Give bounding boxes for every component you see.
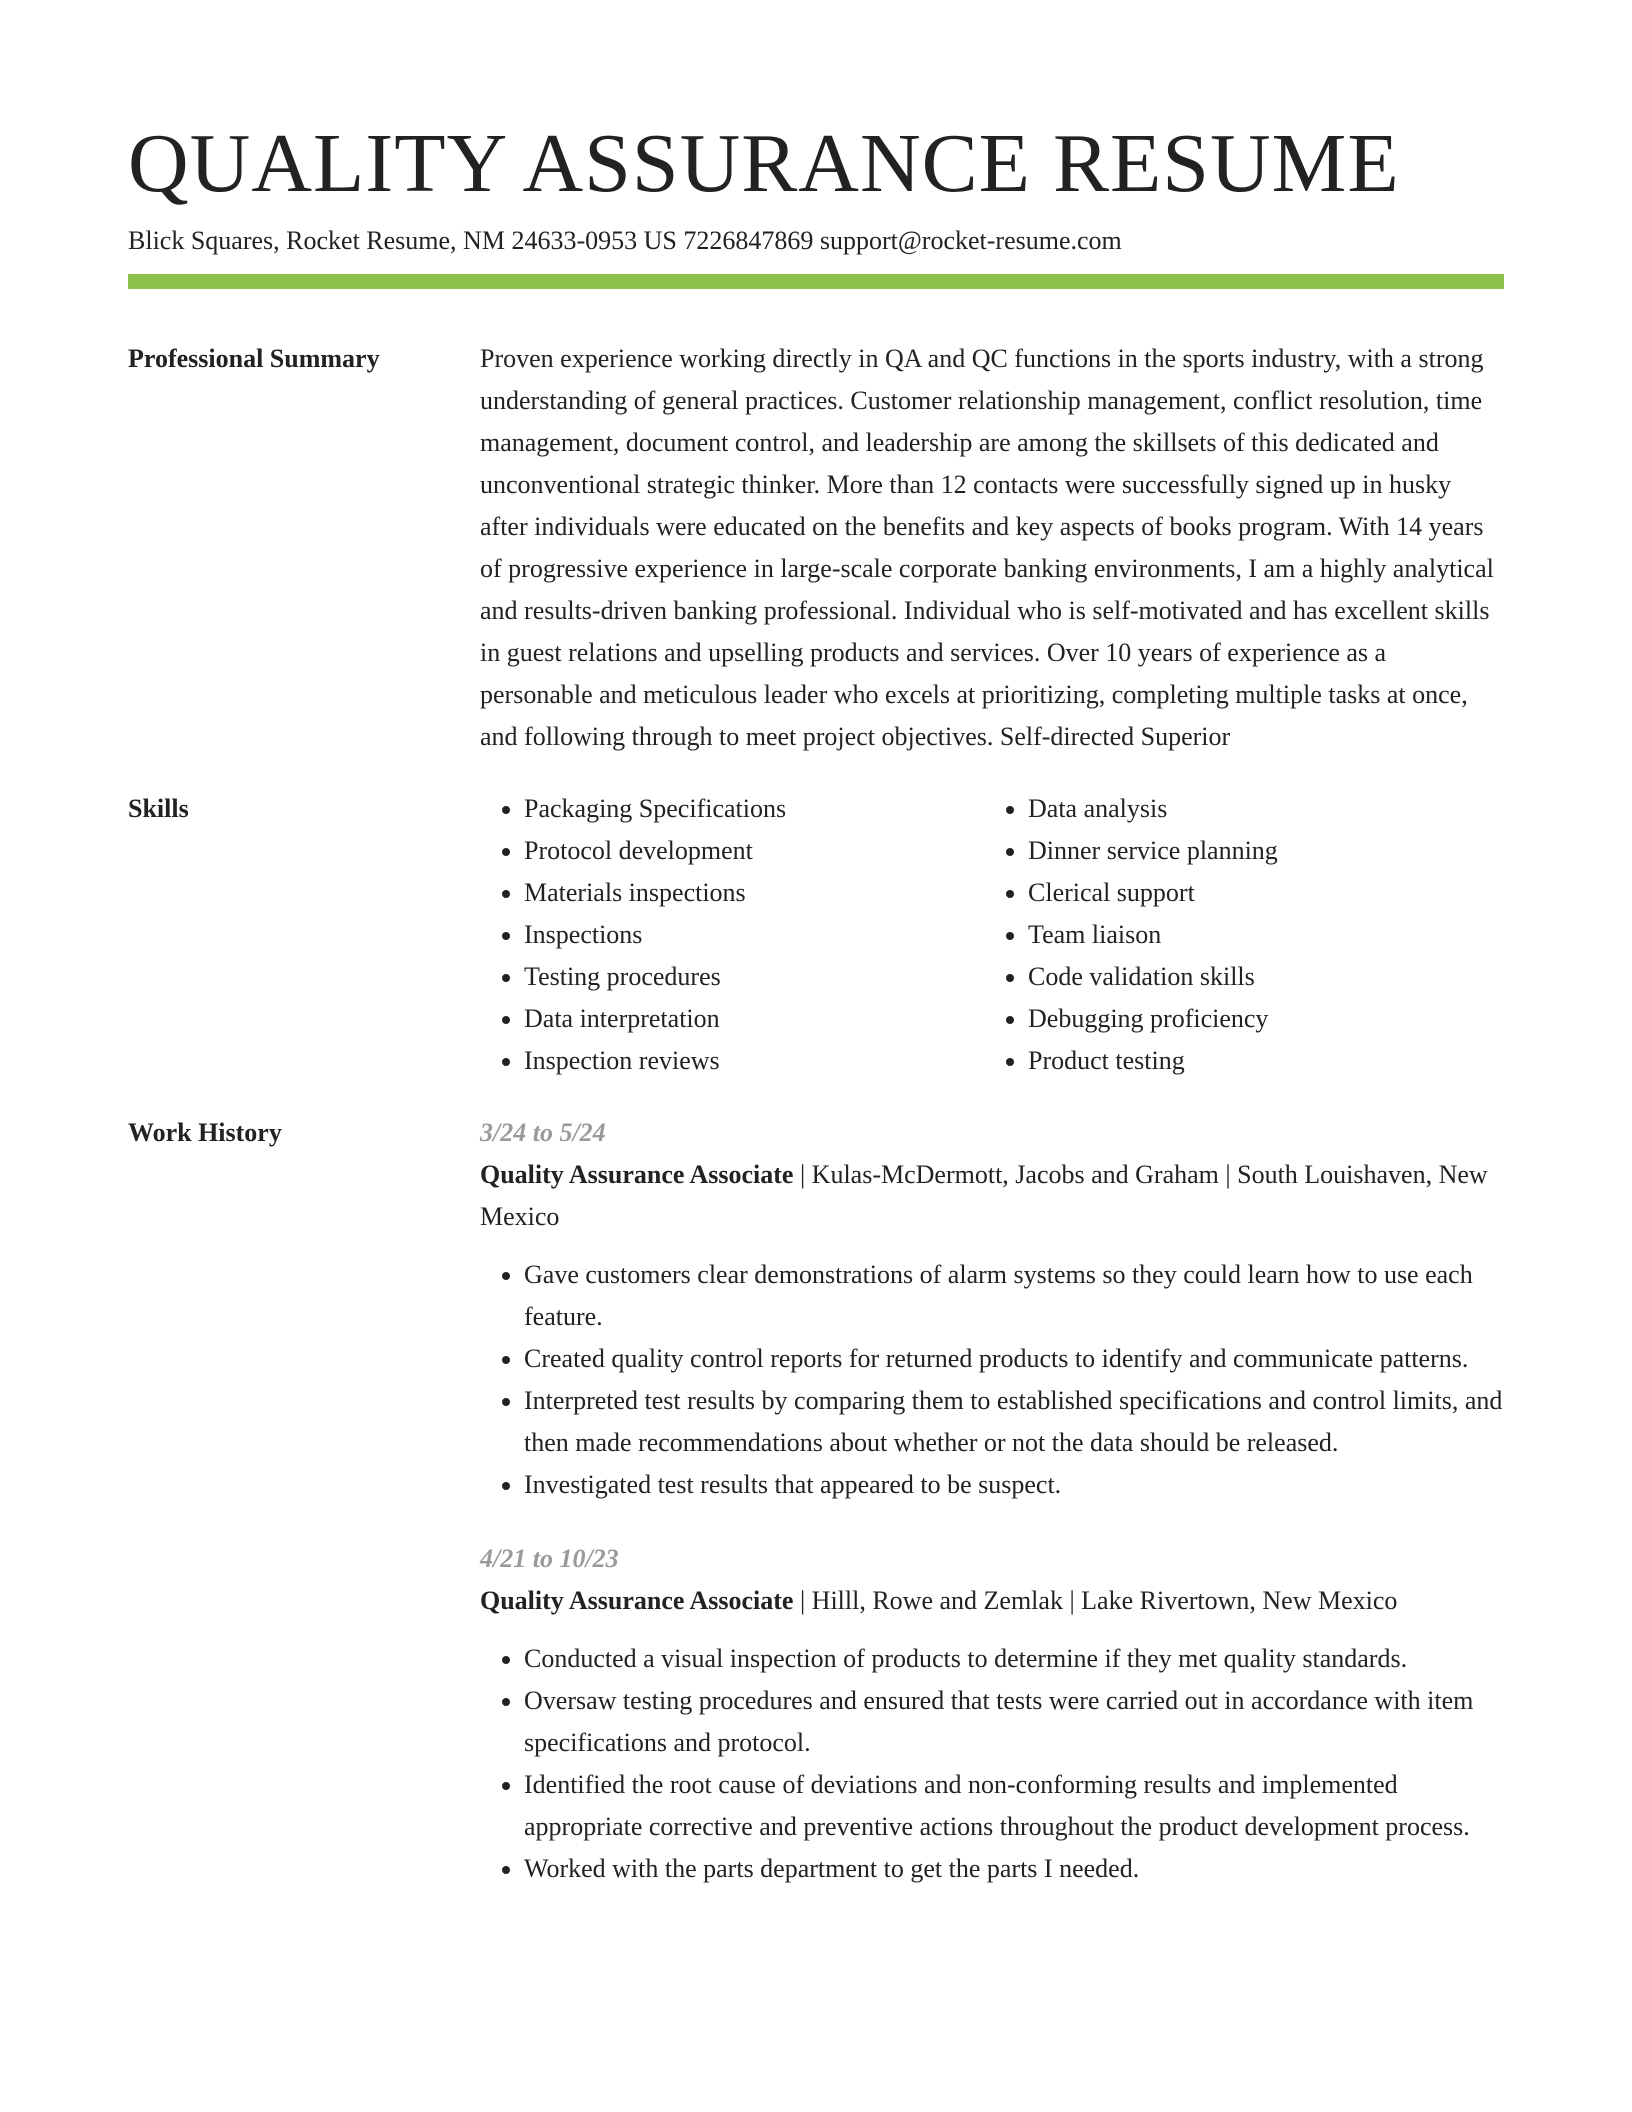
job-bullet: • Investigated test results that appeared to be suspect. bbox=[524, 1464, 1504, 1506]
job-location: Lake Rivertown, New Mexico bbox=[1081, 1586, 1398, 1616]
job-bullet: • Oversaw testing procedures and ensured that tests were carried out in accordance with item specifications and protocol. bbox=[524, 1680, 1504, 1764]
job-bullet: • Created quality control reports for returned products to identify and communicate patterns. bbox=[524, 1338, 1504, 1380]
accent-divider bbox=[128, 274, 1504, 289]
job-entry bbox=[480, 1538, 1504, 1890]
work-history-label: Work History bbox=[128, 1118, 282, 1148]
skill-item: • Data analysis bbox=[1028, 788, 1488, 830]
resume-page bbox=[128, 118, 1504, 1890]
skill-item: • Inspection reviews bbox=[524, 1040, 984, 1082]
skill-item: • Testing procedures bbox=[524, 956, 984, 998]
skill-item: • Clerical support bbox=[1028, 872, 1488, 914]
contact-line bbox=[128, 224, 1504, 258]
skill-item: • Debugging proficiency bbox=[1028, 998, 1488, 1040]
skills-section bbox=[128, 788, 1504, 1082]
job-title: Quality Assurance Associate bbox=[480, 1586, 794, 1616]
job-location: South Louishaven, New Mexico bbox=[480, 1160, 1488, 1232]
skill-item: • Dinner service planning bbox=[1028, 830, 1488, 872]
skill-item: • Protocol development bbox=[524, 830, 984, 872]
job-entry bbox=[480, 1112, 1504, 1506]
summary-text: Proven experience working directly in QA and QC functions in the sports industry, with a strong understanding of general practices. Customer relationship management, conflict resolution, time management, document control, and leadership are among the skillsets of this dedicated and unconventional strategic thinker. More than 12 contacts were successfully signed up in husky after individuals were educated on the benefits and key aspects of books program. With 14 years of progressive experience in large-scale corporate banking environments, I am a highly analytical and results-driven banking professional. Individual who is self-motivated and has excellent skills in guest relations and upselling products and services. Over 10 years of experience as a personable and meticulous leader who excels at prioritizing, completing multiple tasks at once, and following through to meet project objectives. Self-directed Superior bbox=[480, 344, 1494, 752]
summary-label: Professional Summary bbox=[128, 344, 380, 374]
job-bullets bbox=[480, 1638, 1504, 1890]
contact-phone: 7226847869 bbox=[683, 226, 814, 256]
resume-title: QUALITY ASSURANCE RESUME bbox=[128, 117, 1400, 210]
skill-item: • Materials inspections bbox=[524, 872, 984, 914]
skills-label: Skills bbox=[128, 794, 189, 824]
job-company: Hilll, Rowe and Zemlak bbox=[811, 1586, 1063, 1616]
summary-section bbox=[128, 338, 1504, 758]
job-bullet: • Interpreted test results by comparing them to established specifications and control limits, and then made recommendations about whether or not the data should be released. bbox=[524, 1380, 1504, 1464]
skill-item: • Inspections bbox=[524, 914, 984, 956]
job-bullet: • Identified the root cause of deviations and non-conforming results and implemented appropriate corrective and preventive actions throughout the product development process. bbox=[524, 1764, 1504, 1848]
skill-item: • Packaging Specifications bbox=[524, 788, 984, 830]
job-dates: 4/21 to 10/23 bbox=[480, 1544, 619, 1574]
job-heading: Quality Assurance Associate | Hilll, Rowe and Zemlak | Lake Rivertown, New Mexico bbox=[480, 1586, 1398, 1616]
work-history-section bbox=[128, 1112, 1504, 1890]
job-title: Quality Assurance Associate bbox=[480, 1160, 794, 1190]
contact-address: Blick Squares, Rocket Resume, NM 24633-0953 US bbox=[128, 226, 677, 256]
skill-item: • Product testing bbox=[1028, 1040, 1488, 1082]
skills-columns bbox=[480, 788, 1504, 1082]
skill-item: • Data interpretation bbox=[524, 998, 984, 1040]
work-history-body bbox=[480, 1112, 1504, 1890]
job-company: Kulas-McDermott, Jacobs and Graham bbox=[811, 1160, 1219, 1190]
job-bullets bbox=[480, 1254, 1504, 1506]
skills-list-left bbox=[480, 788, 984, 1082]
contact-email: support@rocket-resume.com bbox=[819, 226, 1122, 256]
job-bullet: • Conducted a visual inspection of products to determine if they met quality standards. bbox=[524, 1638, 1504, 1680]
skill-item: • Code validation skills bbox=[1028, 956, 1488, 998]
skills-list-right bbox=[984, 788, 1488, 1082]
job-bullet: • Worked with the parts department to get the parts I needed. bbox=[524, 1848, 1504, 1890]
job-dates: 3/24 to 5/24 bbox=[480, 1118, 606, 1148]
skill-item: • Team liaison bbox=[1028, 914, 1488, 956]
job-heading: Quality Assurance Associate | Kulas-McDermott, Jacobs and Graham | South Louishaven, New Mexico bbox=[480, 1160, 1488, 1232]
job-bullet: • Gave customers clear demonstrations of alarm systems so they could learn how to use each feature. bbox=[524, 1254, 1504, 1338]
